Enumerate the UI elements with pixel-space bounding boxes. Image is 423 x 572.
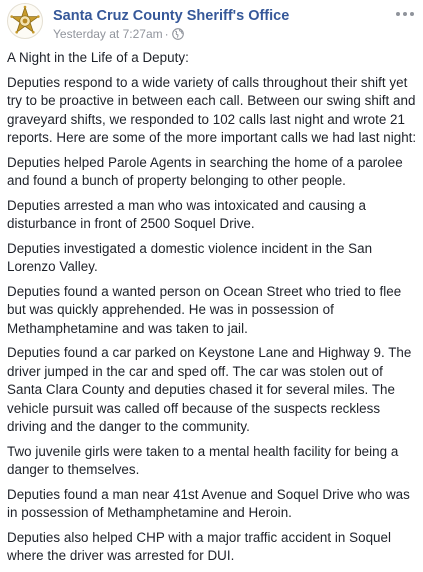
- post-paragraph: Deputies also helped CHP with a major traffic accident in Soquel where the driver was arrested for DUI.: [7, 530, 392, 564]
- post-paragraph: Deputies found a man near 41st Avenue and Soquel Drive who was in possession of Methamphetamine and Heroin.: [7, 486, 410, 521]
- post-paragraph: Deputies respond to a wide variety of calls throughout their shift yet try to be proactive in between each call. Between our swing shift and graveyard shifts, we responded to 102 calls last night and wrote 21 reports. Here are some of the more important calls we had last night:: [7, 74, 417, 145]
- post-paragraph: Deputies arrested a man who was intoxicated and causing a disturbance in front of 2500 Soquel Drive.: [7, 197, 367, 232]
- post-paragraph: A Night in the Life of a Deputy:: [7, 50, 189, 65]
- post-header: [0, 0, 423, 44]
- post-body: [7, 49, 419, 572]
- globe-icon[interactable]: [172, 28, 184, 40]
- page-name-link[interactable]: Santa Cruz County Sheriff's Office: [53, 8, 290, 24]
- post-paragraph: Deputies investigated a domestic violence incident in the San Lorenzo Valley.: [7, 240, 373, 275]
- page-avatar[interactable]: [7, 3, 43, 39]
- post-timestamp[interactable]: Yesterday at 7:27am: [53, 27, 163, 41]
- post-paragraph: Deputies found a wanted person on Ocean Street who tried to flee but was quickly apprehended. He was in possession of Methamphetamine and was taken to jail.: [7, 283, 402, 336]
- sheriff-star-icon: [8, 4, 42, 38]
- post-paragraph: Two juvenile girls were taken to a mental health facility for being a danger to themselves.: [7, 443, 399, 478]
- more-dot-1: [396, 12, 400, 16]
- post-paragraph: Deputies found a car parked on Keystone Lane and Highway 9. The driver jumped in the car and sped off. The car was stolen out of Santa Clara County and deputies chased it for several miles. The vehicle pursuit was called off because of the suspects reckless driving and the danger to the community.: [7, 345, 412, 435]
- more-dot-3: [410, 12, 414, 16]
- more-options-icon[interactable]: [396, 9, 414, 19]
- post-meta: [53, 27, 184, 41]
- more-dot-2: [403, 12, 407, 16]
- meta-separator: ·: [164, 27, 169, 41]
- post-paragraph: Deputies helped Parole Agents in searching the home of a parolee and found a bunch of property belonging to other people.: [7, 154, 403, 189]
